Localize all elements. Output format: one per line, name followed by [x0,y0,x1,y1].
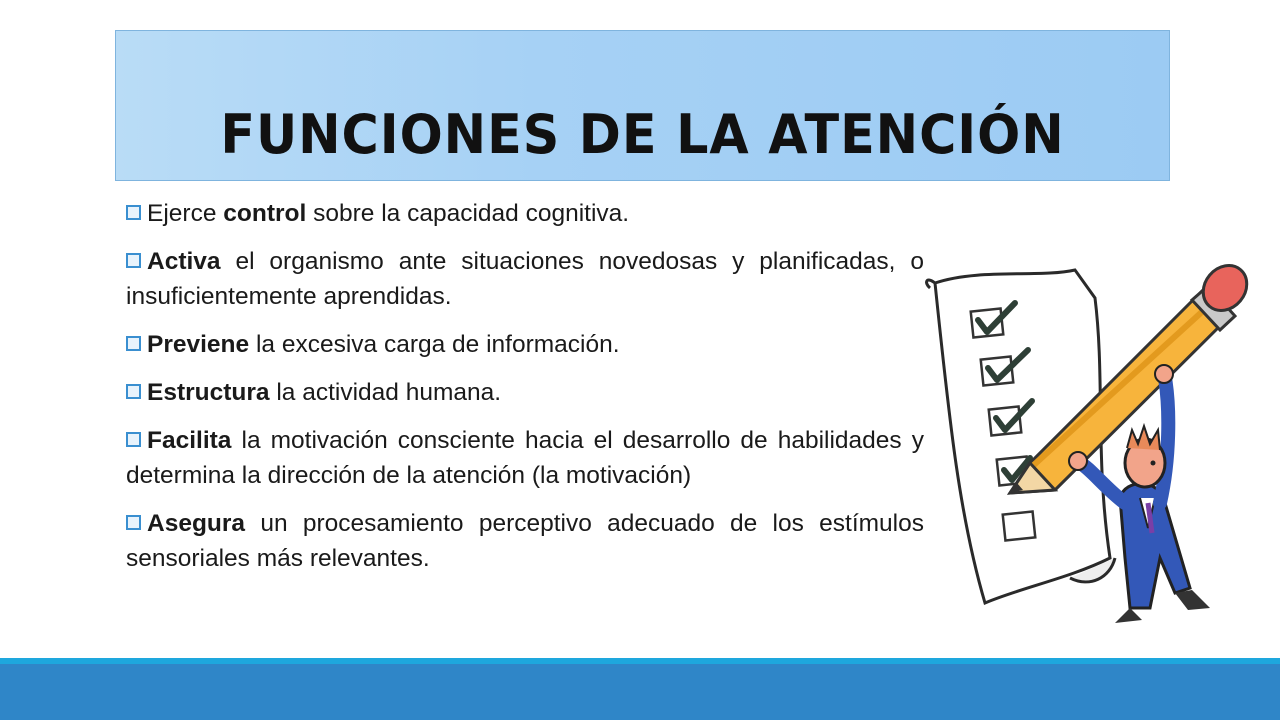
bullet-item [118,506,924,576]
bullet-lead-text: Ejerce [147,200,224,227]
bullet-keyword: Activa [147,248,221,275]
checkbox-bullet-icon [126,205,141,220]
bullet-keyword: Asegura [147,510,246,537]
slide-title: FUNCIONES DE LA ATENCIÓN [220,103,1065,166]
bullet-text: la motivación consciente hacia el desarrollo de habilidades y determina la dirección de la atención (la motivación) [126,427,924,489]
checkbox-bullet-icon [126,253,141,268]
bullet-item [118,423,924,493]
checkbox-bullet-icon [126,515,141,530]
bullet-text: la excesiva carga de información. [249,331,620,358]
bullet-keyword: Estructura [147,379,270,406]
bullet-item [118,375,924,410]
bullet-list [118,196,924,589]
bullet-keyword: Facilita [147,427,232,454]
title-banner [115,30,1170,181]
bullet-text: sobre la capacidad cognitiva. [306,200,630,227]
bullet-text: un procesamiento perceptivo adecuado de los estímulos sensoriales más relevantes. [126,510,924,572]
checkbox-bullet-icon [126,432,141,447]
bullet-text: el organismo ante situaciones novedosas y planificadas, o insuficientemente aprendidas. [126,248,924,310]
bullet-item [118,196,924,231]
footer-bar [0,664,1280,720]
bullet-keyword: Previene [147,331,250,358]
checkbox-bullet-icon [126,336,141,351]
bullet-item [118,244,924,314]
checklist-pencil-illustration [920,258,1250,658]
bullet-text: la actividad humana. [269,379,502,406]
checkbox-bullet-icon [126,384,141,399]
bullet-item [118,327,924,362]
bullet-keyword: control [223,200,307,227]
